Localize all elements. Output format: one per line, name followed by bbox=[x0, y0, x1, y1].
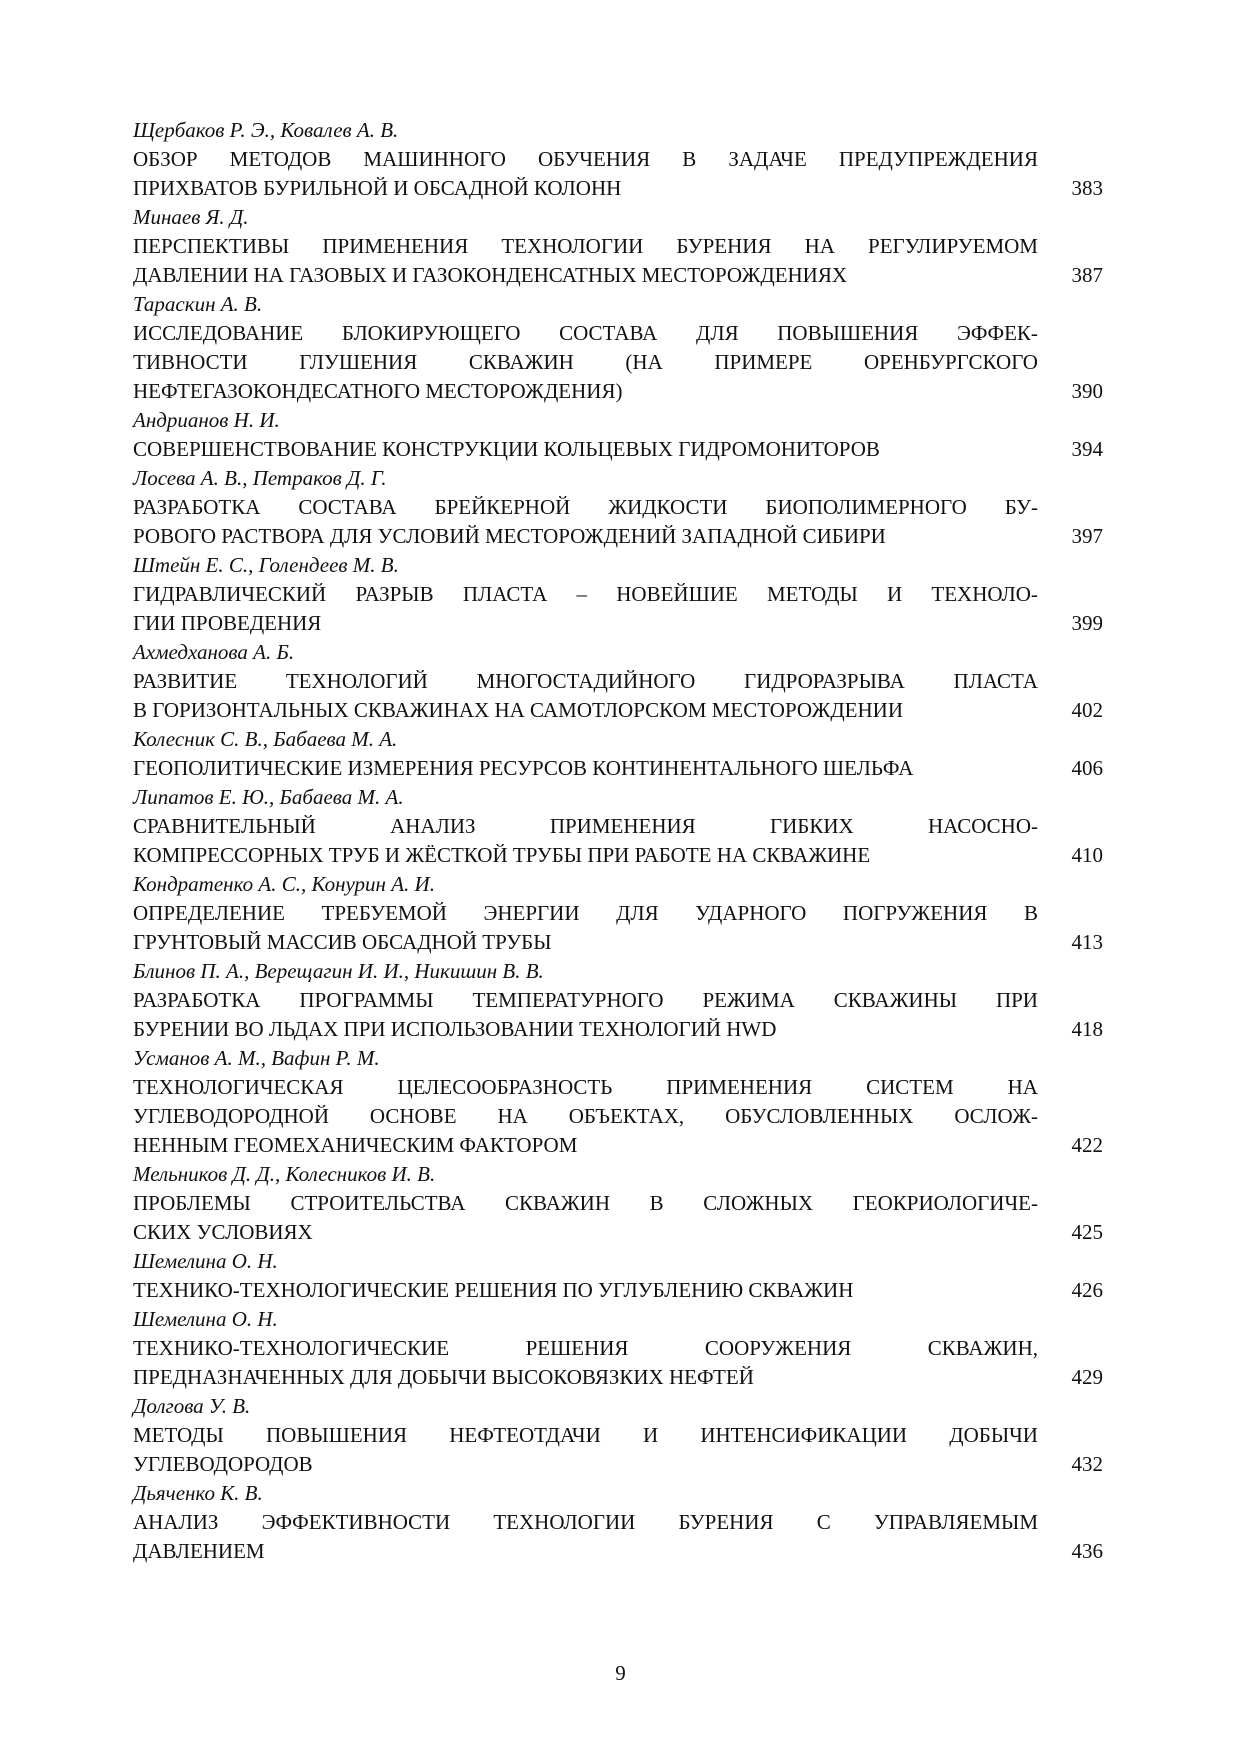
toc-entry-title-text: ДАВЛЕНИИ НА ГАЗОВЫХ И ГАЗОКОНДЕНСАТНЫХ МЕСТОРОЖДЕНИЯХ bbox=[133, 263, 848, 287]
toc-word: СРАВНИТЕЛЬНЫЙ bbox=[133, 814, 316, 838]
toc-entry-author: Блинов П. А., Верещагин И. И., Никишин В. В. bbox=[133, 959, 544, 983]
toc-word: ПРЕДУПРЕЖДЕНИЯ bbox=[838, 147, 1038, 171]
toc-entry-title-text: НЕННЫМ ГЕОМЕХАНИЧЕСКИМ ФАКТОРОМ bbox=[133, 1133, 578, 1157]
toc-entry-author: Щербаков Р. Э., Ковалев А. В. bbox=[133, 118, 399, 142]
toc-word: БУРЕНИЯ bbox=[678, 1510, 774, 1534]
toc-entry-author: Дьяченко К. В. bbox=[133, 1481, 263, 1505]
toc-entry bbox=[133, 290, 1103, 406]
toc-word: ПРИМЕНЕНИЯ bbox=[322, 234, 469, 258]
toc-entry-title-line bbox=[133, 232, 1103, 261]
toc-entry-title-line bbox=[133, 1276, 1103, 1305]
toc-word: СКВАЖИН bbox=[505, 1191, 611, 1215]
toc-word: МАШИННОГО bbox=[363, 147, 506, 171]
toc-entry-title-line bbox=[133, 1537, 1103, 1566]
toc-entry bbox=[133, 551, 1103, 638]
table-of-contents bbox=[133, 116, 1103, 1566]
toc-word: РАЗРАБОТКА bbox=[133, 988, 261, 1012]
toc-word: ПРИМЕНЕНИЯ bbox=[666, 1075, 813, 1099]
toc-entry-page-number: 418 bbox=[1071, 1017, 1103, 1041]
toc-entry-title-text bbox=[133, 986, 1038, 1015]
toc-entry-title-line bbox=[133, 986, 1103, 1015]
toc-entry bbox=[133, 464, 1103, 551]
toc-word: СОСТАВА bbox=[559, 321, 658, 345]
toc-word: УПРАВЛЯЕМЫМ bbox=[873, 1510, 1038, 1534]
toc-word: ГЕОКРИОЛОГИЧЕ- bbox=[852, 1191, 1038, 1215]
toc-entry-title-text: НЕФТЕГАЗОКОНДЕСАТНОГО МЕСТОРОЖДЕНИЯ) bbox=[133, 379, 623, 403]
toc-word: БИОПОЛИМЕРНОГО bbox=[765, 495, 967, 519]
toc-entry-author: Липатов Е. Ю., Бабаева М. А. bbox=[133, 785, 404, 809]
toc-entry-title-text: ПРЕДНАЗНАЧЕННЫХ ДЛЯ ДОБЫЧИ ВЫСОКОВЯЗКИХ НЕФТЕЙ bbox=[133, 1365, 754, 1389]
toc-word: СКВАЖИН, bbox=[927, 1336, 1038, 1360]
toc-entry-title-text: ГИИ ПРОВЕДЕНИЯ bbox=[133, 611, 322, 635]
toc-entry-title-line bbox=[133, 580, 1103, 609]
toc-entry-title-line bbox=[133, 1363, 1103, 1392]
toc-entry-title-text: БУРЕНИИ ВО ЛЬДАХ ПРИ ИСПОЛЬЗОВАНИИ ТЕХНОЛОГИЙ HWD bbox=[133, 1017, 777, 1041]
toc-entry-page-number: 406 bbox=[1071, 756, 1103, 780]
toc-entry-title-line bbox=[133, 377, 1103, 406]
toc-word: ОСНОВЕ bbox=[369, 1104, 457, 1128]
toc-entry-title-text bbox=[133, 580, 1038, 609]
toc-entry bbox=[133, 203, 1103, 290]
toc-entry-page-number: 399 bbox=[1071, 611, 1103, 635]
toc-word: ТЕМПЕРАТУРНОГО bbox=[472, 988, 664, 1012]
toc-word: ПРИМЕРЕ bbox=[714, 350, 813, 374]
toc-word: СКВАЖИН bbox=[468, 350, 574, 374]
toc-word: ПЛАСТА bbox=[462, 582, 548, 606]
toc-entry-page-number: 394 bbox=[1071, 437, 1103, 461]
toc-word: РЕШЕНИЯ bbox=[525, 1336, 629, 1360]
toc-entry-title-text: СКИХ УСЛОВИЯХ bbox=[133, 1220, 313, 1244]
toc-entry bbox=[133, 1044, 1103, 1160]
toc-word: РАЗРАБОТКА bbox=[133, 495, 261, 519]
toc-word: В bbox=[1023, 901, 1038, 925]
toc-word: ДЛЯ bbox=[616, 901, 659, 925]
toc-entry-author: Тараскин А. В. bbox=[133, 292, 263, 316]
toc-entry-title-line bbox=[133, 1015, 1103, 1044]
toc-word: В bbox=[649, 1191, 664, 1215]
toc-entry-author: Долгова У. В. bbox=[133, 1394, 251, 1418]
toc-word: ГЛУШЕНИЯ bbox=[299, 350, 418, 374]
toc-entry-title-text: ПРИХВАТОВ БУРИЛЬНОЙ И ОБСАДНОЙ КОЛОНН bbox=[133, 176, 622, 200]
toc-word: ТЕХНОЛО- bbox=[931, 582, 1038, 606]
toc-entry-title-line bbox=[133, 841, 1103, 870]
toc-word: ОРЕНБУРГСКОГО bbox=[863, 350, 1038, 374]
toc-word: ТИВНОСТИ bbox=[133, 350, 248, 374]
toc-word: МЕТОДОВ bbox=[229, 147, 332, 171]
toc-entry-author: Ахмедханова А. Б. bbox=[133, 640, 295, 664]
toc-word: (НА bbox=[625, 350, 663, 374]
toc-entry-author: Штейн Е. С., Голендеев М. В. bbox=[133, 553, 399, 577]
toc-entry-page-number: 425 bbox=[1071, 1220, 1103, 1244]
toc-entry-page-number: 383 bbox=[1071, 176, 1103, 200]
toc-entry bbox=[133, 638, 1103, 725]
toc-entry-page-number: 426 bbox=[1071, 1278, 1103, 1302]
toc-entry bbox=[133, 116, 1103, 203]
toc-word: РАЗВИТИЕ bbox=[133, 669, 238, 693]
toc-entry-title-text bbox=[133, 667, 1038, 696]
toc-word: ГИДРАВЛИЧЕСКИЙ bbox=[133, 582, 327, 606]
toc-entry-title-line bbox=[133, 1073, 1103, 1102]
toc-entry-author: Шемелина О. Н. bbox=[133, 1307, 278, 1331]
toc-word: СТРОИТЕЛЬСТВА bbox=[290, 1191, 466, 1215]
toc-word: ЖИДКОСТИ bbox=[608, 495, 728, 519]
toc-entry-title-line bbox=[133, 696, 1103, 725]
toc-entry bbox=[133, 1305, 1103, 1392]
toc-word: ГИДРОРАЗРЫВА bbox=[744, 669, 905, 693]
toc-entry-page-number: 432 bbox=[1071, 1452, 1103, 1476]
toc-word: УДАРНОГО bbox=[695, 901, 807, 925]
toc-entry-title-text: СОВЕРШЕНСТВОВАНИЕ КОНСТРУКЦИИ КОЛЬЦЕВЫХ ГИДРОМОНИТОРОВ bbox=[133, 437, 880, 461]
toc-entry bbox=[133, 870, 1103, 957]
toc-word: РЕЖИМА bbox=[702, 988, 795, 1012]
toc-entry-title-text: ТЕХНИКО-ТЕХНОЛОГИЧЕСКИЕ РЕШЕНИЯ ПО УГЛУБЛЕНИЮ СКВАЖИН bbox=[133, 1278, 854, 1302]
toc-entry-title-text: ГРУНТОВЫЙ МАССИВ ОБСАДНОЙ ТРУБЫ bbox=[133, 930, 552, 954]
toc-entry-author: Кондратенко А. С., Конурин А. И. bbox=[133, 872, 435, 896]
toc-entry-title-line bbox=[133, 145, 1103, 174]
toc-word: ЭНЕРГИИ bbox=[483, 901, 580, 925]
toc-entry-title-line bbox=[133, 319, 1103, 348]
toc-word: ОСЛОЖ- bbox=[954, 1104, 1038, 1128]
toc-word: С bbox=[816, 1510, 831, 1534]
toc-entry-page-number: 410 bbox=[1071, 843, 1103, 867]
toc-word: СОСТАВА bbox=[298, 495, 397, 519]
toc-word: УГЛЕВОДОРОДНОЙ bbox=[133, 1104, 329, 1128]
toc-word: ПРОБЛЕМЫ bbox=[133, 1191, 251, 1215]
toc-entry-title-line bbox=[133, 261, 1103, 290]
toc-entry-author: Андрианов Н. И. bbox=[133, 408, 280, 432]
toc-entry-title-text bbox=[133, 899, 1038, 928]
toc-word: ПРИМЕНЕНИЯ bbox=[549, 814, 696, 838]
toc-entry bbox=[133, 1160, 1103, 1247]
toc-entry-title-line bbox=[133, 899, 1103, 928]
toc-word: ИНТЕНСИФИКАЦИИ bbox=[700, 1423, 908, 1447]
toc-entry bbox=[133, 725, 1103, 783]
toc-word: НА bbox=[804, 234, 835, 258]
toc-entry-title-line bbox=[133, 1131, 1103, 1160]
toc-entry-title-text bbox=[133, 1421, 1038, 1450]
toc-word: НА bbox=[1007, 1075, 1038, 1099]
toc-word: ТЕХНОЛОГИИ bbox=[501, 234, 644, 258]
toc-entry-title-line bbox=[133, 667, 1103, 696]
toc-entry-author: Мельников Д. Д., Колесников И. В. bbox=[133, 1162, 436, 1186]
toc-entry-title-line bbox=[133, 609, 1103, 638]
toc-entry bbox=[133, 406, 1103, 464]
toc-word: РЕГУЛИРУЕМОМ bbox=[868, 234, 1038, 258]
toc-entry-title-line bbox=[133, 1102, 1103, 1131]
toc-word: АНАЛИЗ bbox=[390, 814, 476, 838]
toc-entry-title-text bbox=[133, 493, 1038, 522]
toc-entry-title-text bbox=[133, 232, 1038, 261]
toc-entry-title-text bbox=[133, 1334, 1038, 1363]
toc-entry-title-text bbox=[133, 319, 1038, 348]
toc-word: – bbox=[576, 582, 588, 606]
toc-word: ГИБКИХ bbox=[769, 814, 854, 838]
toc-entry-author: Шемелина О. Н. bbox=[133, 1249, 278, 1273]
toc-entry-title-text: РОВОГО РАСТВОРА ДЛЯ УСЛОВИЙ МЕСТОРОЖДЕНИЙ ЗАПАДНОЙ СИБИРИ bbox=[133, 524, 886, 548]
toc-word: БЛОКИРУЮЩЕГО bbox=[341, 321, 521, 345]
toc-entry bbox=[133, 1247, 1103, 1305]
toc-word: МНОГОСТАДИЙНОГО bbox=[476, 669, 696, 693]
toc-word: ДЛЯ bbox=[696, 321, 739, 345]
toc-entry-title-text: В ГОРИЗОНТАЛЬНЫХ СКВАЖИНАХ НА САМОТЛОРСКОМ МЕСТОРОЖДЕНИИ bbox=[133, 698, 903, 722]
toc-word: ПОВЫШЕНИЯ bbox=[777, 321, 919, 345]
toc-word: ДОБЫЧИ bbox=[949, 1423, 1038, 1447]
toc-word: ТЕХНОЛОГИЧЕСКАЯ bbox=[133, 1075, 344, 1099]
toc-entry-title-text bbox=[133, 348, 1038, 377]
toc-entry-title-text bbox=[133, 1189, 1038, 1218]
toc-word: ПОВЫШЕНИЯ bbox=[266, 1423, 408, 1447]
toc-word: НОВЕЙШИЕ bbox=[616, 582, 738, 606]
toc-entry-author: Минаев Я. Д. bbox=[133, 205, 249, 229]
toc-word: СИСТЕМ bbox=[866, 1075, 954, 1099]
toc-entry-title-line bbox=[133, 1421, 1103, 1450]
toc-entry-page-number: 436 bbox=[1071, 1539, 1103, 1563]
toc-entry-page-number: 429 bbox=[1071, 1365, 1103, 1389]
toc-word: ОБЗОР bbox=[133, 147, 198, 171]
toc-entry-author: Усманов А. М., Вафин Р. М. bbox=[133, 1046, 380, 1070]
page-number: 9 bbox=[615, 1661, 626, 1685]
toc-word: ОБУСЛОВЛЕННЫХ bbox=[725, 1104, 914, 1128]
toc-entry-page-number: 413 bbox=[1071, 930, 1103, 954]
toc-word: ТЕХНОЛОГИИ bbox=[493, 1510, 636, 1534]
toc-entry-title-line bbox=[133, 348, 1103, 377]
toc-word: И bbox=[887, 582, 903, 606]
toc-entry bbox=[133, 783, 1103, 870]
toc-word: БРЕЙКЕРНОЙ bbox=[434, 495, 571, 519]
toc-word: ТЕХНОЛОГИЙ bbox=[285, 669, 428, 693]
toc-entry-title-line bbox=[133, 1450, 1103, 1479]
toc-word: БУРЕНИЯ bbox=[676, 234, 772, 258]
toc-word: РАЗРЫВ bbox=[355, 582, 434, 606]
toc-entry bbox=[133, 957, 1103, 1044]
toc-entry-title-line bbox=[133, 174, 1103, 203]
toc-word: ОБЪЕКТАХ, bbox=[568, 1104, 685, 1128]
toc-word: СООРУЖЕНИЯ bbox=[704, 1336, 852, 1360]
toc-word: СЛОЖНЫХ bbox=[703, 1191, 814, 1215]
toc-word: ЗАДАЧЕ bbox=[728, 147, 807, 171]
toc-word: ТРЕБУЕМОЙ bbox=[321, 901, 447, 925]
toc-entry-title-line bbox=[133, 1334, 1103, 1363]
toc-entry-title-text: КОМПРЕССОРНЫХ ТРУБ И ЖЁСТКОЙ ТРУБЫ ПРИ РАБОТЕ НА СКВАЖИНЕ bbox=[133, 843, 871, 867]
toc-word: В bbox=[682, 147, 697, 171]
toc-word: ОБУЧЕНИЯ bbox=[537, 147, 651, 171]
toc-word: И bbox=[642, 1423, 659, 1447]
toc-word: ПЛАСТА bbox=[953, 669, 1038, 693]
toc-word: ПРИ bbox=[995, 988, 1038, 1012]
toc-entry-title-text bbox=[133, 812, 1038, 841]
toc-entry-page-number: 390 bbox=[1071, 379, 1103, 403]
toc-word: АНАЛИЗ bbox=[133, 1510, 219, 1534]
toc-word: ЭФФЕКТИВНОСТИ bbox=[261, 1510, 451, 1534]
toc-entry-title-text bbox=[133, 1073, 1038, 1102]
toc-entry-page-number: 397 bbox=[1071, 524, 1103, 548]
toc-entry-page-number: 422 bbox=[1071, 1133, 1103, 1157]
toc-word: ПРОГРАММЫ bbox=[299, 988, 434, 1012]
toc-word: ЦЕЛЕСООБРАЗНОСТЬ bbox=[397, 1075, 613, 1099]
toc-entry-page-number: 402 bbox=[1071, 698, 1103, 722]
toc-word: ЭФФЕК- bbox=[956, 321, 1038, 345]
toc-word: МЕТОДЫ bbox=[766, 582, 858, 606]
toc-word: НА bbox=[497, 1104, 528, 1128]
toc-word: ПОГРУЖЕНИЯ bbox=[842, 901, 988, 925]
toc-entry-author: Лосева А. В., Петраков Д. Г. bbox=[133, 466, 387, 490]
toc-entry bbox=[133, 1392, 1103, 1479]
toc-word: НАСОСНО- bbox=[927, 814, 1038, 838]
toc-entry-title-line bbox=[133, 928, 1103, 957]
toc-entry-title-line bbox=[133, 1189, 1103, 1218]
toc-entry-title-text bbox=[133, 1102, 1038, 1131]
toc-entry-title-line bbox=[133, 812, 1103, 841]
toc-entry-author: Колесник С. В., Бабаева М. А. bbox=[133, 727, 398, 751]
toc-entry-title-line bbox=[133, 1508, 1103, 1537]
toc-entry-title-text: ДАВЛЕНИЕМ bbox=[133, 1539, 265, 1563]
toc-entry-title-line bbox=[133, 754, 1103, 783]
toc-word: НЕФТЕОТДАЧИ bbox=[449, 1423, 601, 1447]
toc-entry-page-number: 387 bbox=[1071, 263, 1103, 287]
toc-word: ИССЛЕДОВАНИЕ bbox=[133, 321, 304, 345]
toc-word: МЕТОДЫ bbox=[133, 1423, 224, 1447]
toc-entry-title-line bbox=[133, 522, 1103, 551]
toc-entry-title-text bbox=[133, 145, 1038, 174]
toc-word: СКВАЖИНЫ bbox=[833, 988, 958, 1012]
toc-entry-title-text: УГЛЕВОДОРОДОВ bbox=[133, 1452, 313, 1476]
toc-entry-title-text bbox=[133, 1508, 1038, 1537]
toc-word: БУ- bbox=[1004, 495, 1038, 519]
toc-entry bbox=[133, 1479, 1103, 1566]
toc-word: ОПРЕДЕЛЕНИЕ bbox=[133, 901, 285, 925]
toc-entry-title-line bbox=[133, 1218, 1103, 1247]
toc-entry-title-text: ГЕОПОЛИТИЧЕСКИЕ ИЗМЕРЕНИЯ РЕСУРСОВ КОНТИНЕНТАЛЬНОГО ШЕЛЬФА bbox=[133, 756, 914, 780]
toc-entry-title-line bbox=[133, 493, 1103, 522]
toc-entry-title-line bbox=[133, 435, 1103, 464]
toc-word: ПЕРСПЕКТИВЫ bbox=[133, 234, 290, 258]
toc-word: ТЕХНИКО-ТЕХНОЛОГИЧЕСКИЕ bbox=[133, 1336, 450, 1360]
